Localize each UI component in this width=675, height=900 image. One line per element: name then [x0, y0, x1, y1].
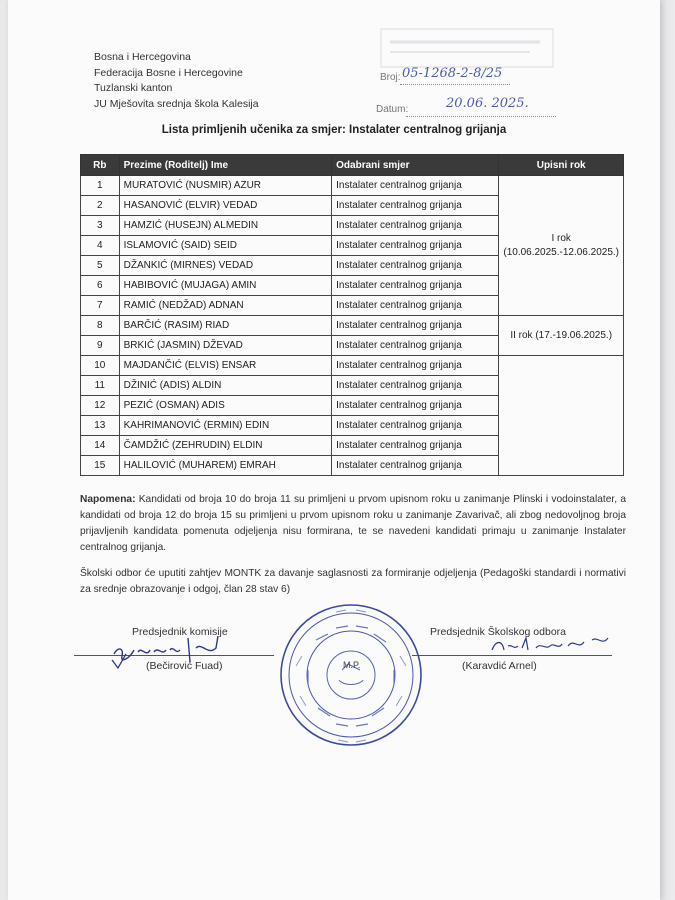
student-name: BRKIĆ (JASMIN) DŽEVAD — [119, 336, 332, 356]
row-number: 12 — [81, 396, 120, 416]
document-title: Lista primljenih učenika za smjer: Instalater centralnog grijanja — [161, 124, 507, 136]
upisni-rok-2: II rok (17.-19.06.2025.) — [499, 316, 624, 356]
table-header-row — [81, 155, 624, 176]
faint-registry-stamp — [380, 28, 555, 70]
student-name: ČAMDŽIĆ (ZEHRUDIN) ELDIN — [119, 436, 332, 456]
napomena-paragraph — [80, 492, 626, 556]
student-name: MURATOVIĆ (NUSMIR) AZUR — [119, 176, 332, 196]
row-number: 14 — [81, 436, 120, 456]
row-number: 9 — [81, 336, 120, 356]
broj-value: 05-1268-2-8/25 — [402, 66, 503, 81]
row-number: 8 — [81, 316, 120, 336]
student-smjer: Instalater centralnog grijanja — [332, 396, 499, 416]
left-handwritten-signature — [104, 628, 264, 674]
broj-line — [400, 84, 510, 85]
table-row — [81, 356, 624, 376]
student-name: HALILOVIĆ (MUHAREM) EMRAH — [119, 456, 332, 476]
student-smjer: Instalater centralnog grijanja — [332, 316, 499, 336]
student-name: BARČIĆ (RASIM) RIAD — [119, 316, 332, 336]
student-smjer: Instalater centralnog grijanja — [332, 416, 499, 436]
napomena-label: Napomena: — [80, 494, 136, 505]
row-number: 11 — [81, 376, 120, 396]
student-smjer: Instalater centralnog grijanja — [332, 256, 499, 276]
right-signature-label: Predsjednik Školskog odbora — [430, 626, 566, 638]
student-name: DŽINIĆ (ADIS) ALDIN — [119, 376, 332, 396]
registry-stamp-graphic — [380, 28, 555, 70]
student-smjer: Instalater centralnog grijanja — [332, 276, 499, 296]
row-number: 6 — [81, 276, 120, 296]
row-number: 3 — [81, 216, 120, 236]
column-header-smjer: Odabrani smjer — [332, 155, 499, 176]
table-row — [81, 316, 624, 336]
student-smjer: Instalater centralnog grijanja — [332, 236, 499, 256]
row-number: 1 — [81, 176, 120, 196]
table-row — [81, 176, 624, 196]
column-header-rok: Upisni rok — [499, 155, 624, 176]
student-name: KAHRIMANOVIĆ (ERMIN) EDIN — [119, 416, 332, 436]
row-number: 15 — [81, 456, 120, 476]
student-smjer: Instalater centralnog grijanja — [332, 336, 499, 356]
right-handwritten-signature — [486, 628, 626, 668]
row-number: 7 — [81, 296, 120, 316]
student-smjer: Instalater centralnog grijanja — [332, 196, 499, 216]
datum-field — [376, 96, 529, 115]
student-smjer: Instalater centralnog grijanja — [332, 176, 499, 196]
datum-line — [406, 116, 556, 117]
students-table — [80, 154, 624, 476]
upisni-rok-1: I rok (10.06.2025.-12.06.2025.) — [499, 176, 624, 316]
student-smjer: Instalater centralnog grijanja — [332, 436, 499, 456]
official-round-stamp — [276, 600, 426, 750]
broj-field — [380, 66, 503, 83]
row-number: 4 — [81, 236, 120, 256]
mp-label: M.P. — [343, 660, 361, 670]
column-header-rb: Rb — [81, 155, 120, 176]
student-smjer: Instalater centralnog grijanja — [332, 456, 499, 476]
student-name: ISLAMOVIĆ (SAID) SEID — [119, 236, 332, 256]
student-name: RAMIĆ (NEDŽAD) ADNAN — [119, 296, 332, 316]
right-signature-name: (Karavdić Arnel) — [462, 660, 537, 672]
student-name: HABIBOVIĆ (MUJAGA) AMIN — [119, 276, 332, 296]
row-number: 10 — [81, 356, 120, 376]
header-line: JU Mješovita srednja škola Kalesija — [94, 97, 259, 110]
upisni-rok-empty — [499, 356, 624, 476]
row-number: 13 — [81, 416, 120, 436]
skolski-odbor-paragraph: Školski odbor će uputiti zahtjev MONTK za davanje saglasnosti za formiranje odjeljenja (Pedagoški standardi i normativi za srednje obrazovanje i odgoj, član 28 stav 6) — [80, 568, 626, 595]
left-signature-name: (Bečirović Fuad) — [146, 660, 223, 672]
student-smjer: Instalater centralnog grijanja — [332, 296, 499, 316]
left-signature-label: Predsjednik komisije — [132, 626, 228, 638]
student-smjer: Instalater centralnog grijanja — [332, 356, 499, 376]
header-line: Federacija Bosne i Hercegovine — [94, 66, 243, 79]
napomena-text: Kandidati od broja 10 do broja 11 su primljeni u prvom upisnom roku u zanimanje Plinski i vodoinstalater, a kandidati od broja 12 do broja 15 su primljeni u prvom upisnom roku u zanimanje Zavarivač, ali zbog nedovoljnog broja prijavljenih kandidata pomenuta odjeljenja nisu formirana, te se navedeni kandidati primaju u zanimanje Instalater centralnog grijanja. — [80, 494, 626, 553]
header-line: Bosna i Hercegovina — [94, 51, 191, 63]
student-name: DŽANKIĆ (MIRNES) VEDAD — [119, 256, 332, 276]
student-name: MAJDANČIĆ (ELVIS) ENSAR — [119, 356, 332, 376]
student-name: HASANOVIĆ (ELVIR) VEDAD — [119, 196, 332, 216]
student-smjer: Instalater centralnog grijanja — [332, 376, 499, 396]
header-line: Tuzlanski kanton — [94, 82, 173, 94]
student-smjer: Instalater centralnog grijanja — [332, 216, 499, 236]
student-name: PEZIĆ (OSMAN) ADIS — [119, 396, 332, 416]
broj-label: Broj: — [380, 72, 401, 83]
document-page — [8, 0, 660, 900]
student-name: HAMZIĆ (HUSEJN) ALMEDIN — [119, 216, 332, 236]
datum-label: Datum: — [376, 104, 409, 115]
row-number: 2 — [81, 196, 120, 216]
column-header-name: Prezime (Roditelj) Ime — [119, 155, 332, 176]
institution-header — [94, 50, 259, 112]
datum-value: 20.06. 2025. — [446, 96, 529, 111]
row-number: 5 — [81, 256, 120, 276]
